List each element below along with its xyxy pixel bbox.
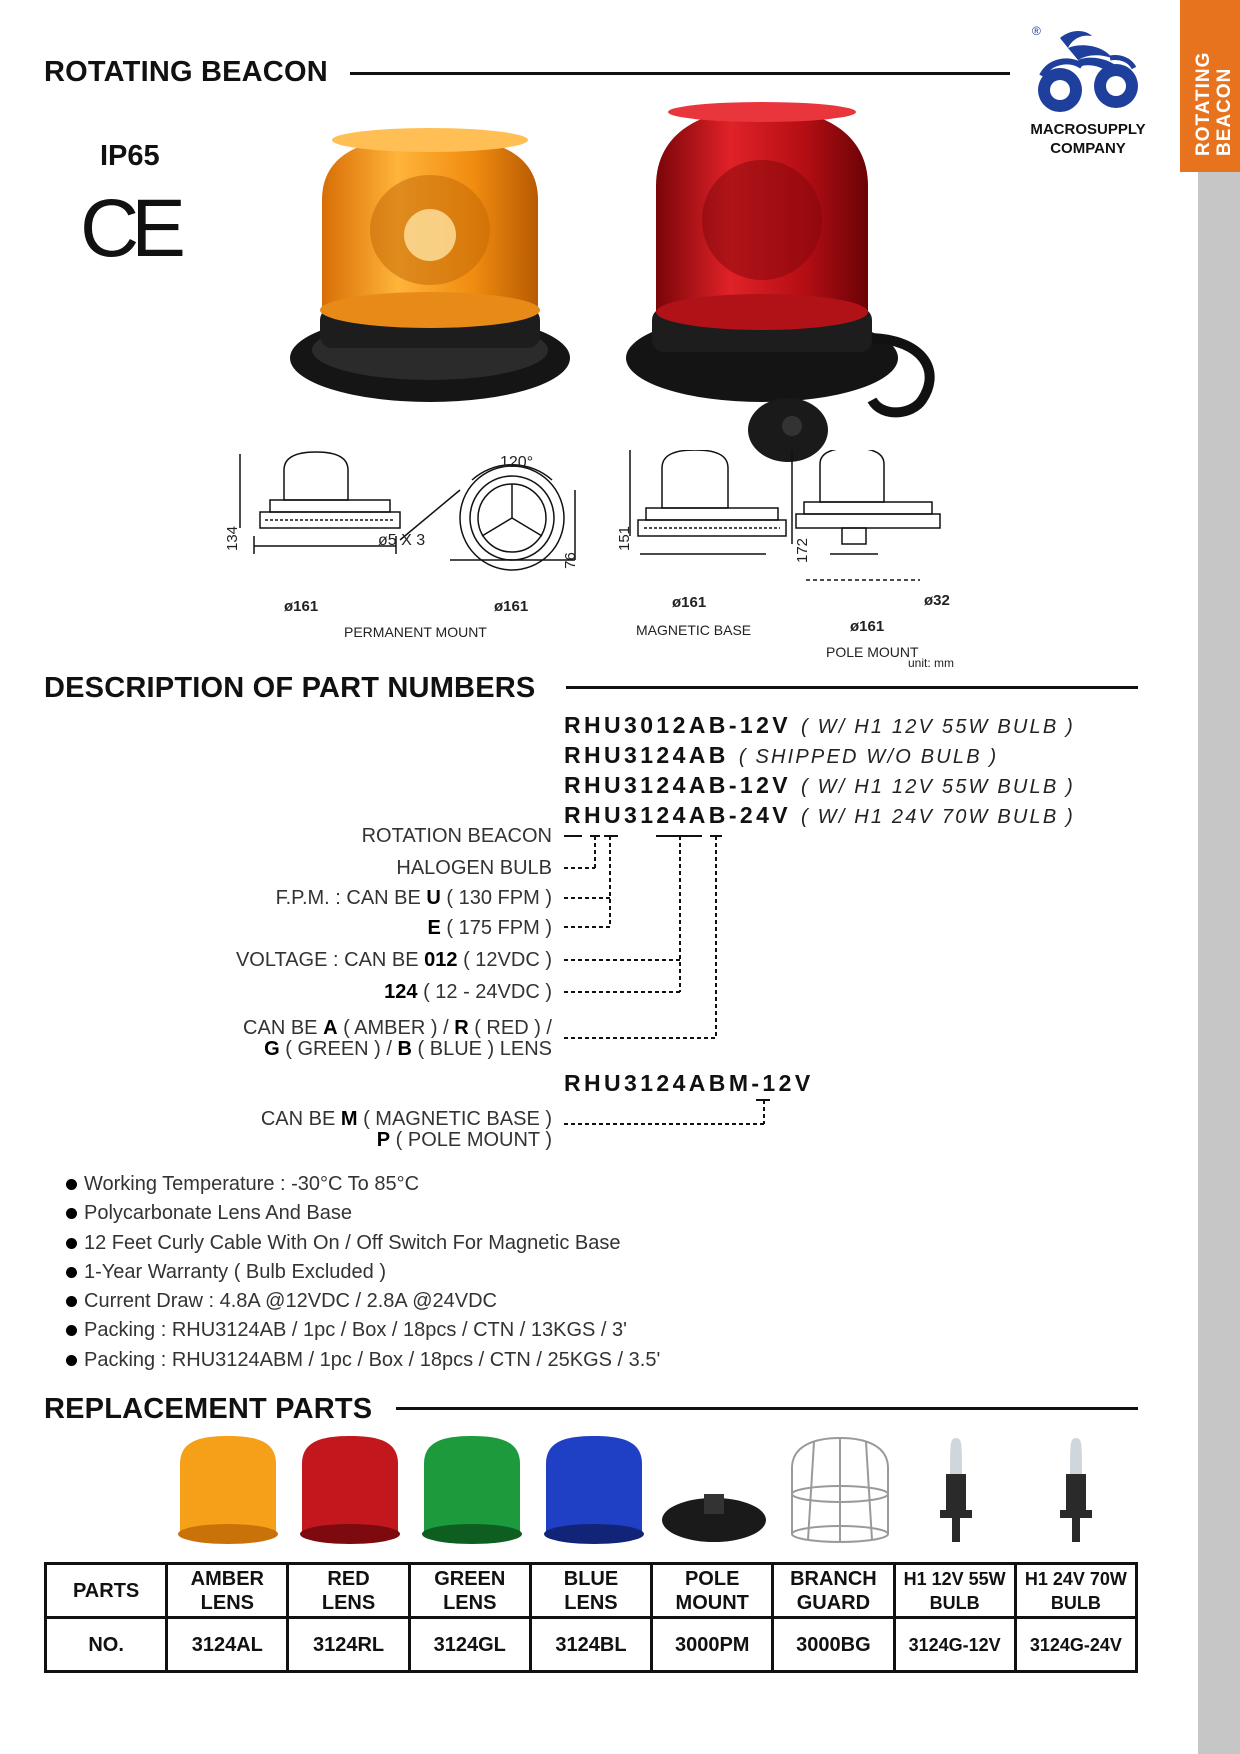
variant-line <box>564 711 1075 741</box>
pole-mount-icon <box>662 1494 766 1542</box>
variant-code: RHU3124AB <box>564 742 729 768</box>
table-cell: NO. <box>46 1618 167 1672</box>
feature-item: Packing : RHU3124ABM / 1pc / Box / 18pcs / CTN / 25KGS / 3.5' <box>62 1346 660 1375</box>
variant-line <box>564 771 1075 801</box>
variant-code: RHU3124AB-12V <box>564 772 791 798</box>
legend-rotation: ROTATION BEACON <box>361 825 552 847</box>
replacement-parts-table <box>44 1562 1138 1673</box>
table-cell: 3124RL <box>288 1618 409 1672</box>
red-lens-icon <box>300 1436 400 1544</box>
magnetic-height-label: 151 <box>616 525 634 552</box>
feature-item: 12 Feet Curly Cable With On / Off Switch For Magnetic Base <box>62 1229 660 1258</box>
angle-label: 120° <box>500 454 534 471</box>
table-header-cell: BRANCH GUARD <box>773 1564 894 1618</box>
variant-code: RHU3012AB-12V <box>564 712 791 738</box>
replacement-parts-photos <box>168 1434 1138 1550</box>
table-header-cell: H1 24V 70W BULB <box>1015 1564 1136 1618</box>
table-cell: 3000BG <box>773 1618 894 1672</box>
registered-mark: ® <box>1032 24 1041 38</box>
replacement-rule <box>396 1407 1138 1410</box>
table-header-cell: POLE MOUNT <box>652 1564 773 1618</box>
amber-beacon-photo <box>280 110 580 420</box>
title-rule <box>350 72 1010 75</box>
table-cell: 3124GL <box>409 1618 530 1672</box>
magnetic-diameter-label: ø161 <box>672 594 707 611</box>
table-cell: 3124AL <box>167 1618 288 1672</box>
cyclist-logo-icon <box>1020 24 1160 120</box>
variant-line <box>564 801 1075 831</box>
variant-note: ( W/ H1 12V 55W BULB ) <box>801 776 1076 798</box>
red-beacon-photo <box>622 100 1002 470</box>
variant-note: ( SHIPPED W/O BULB ) <box>738 746 999 768</box>
side-stripe <box>1198 0 1240 1754</box>
legend-lens-2: G ( GREEN ) / B ( BLUE ) LENS <box>264 1038 552 1060</box>
dim-76-label: 76 <box>561 552 579 569</box>
pole-tube-diameter-label: ø32 <box>924 592 950 609</box>
feature-item: Packing : RHU3124AB / 1pc / Box / 18pcs / CTN / 13KGS / 3' <box>62 1316 660 1345</box>
unit-label: unit: mm <box>908 656 955 670</box>
feature-item: Current Draw : 4.8A @12VDC / 2.8A @24VDC <box>62 1287 660 1316</box>
variant-code: RHU3124AB-24V <box>564 802 791 828</box>
table-cell: 3124BL <box>530 1618 651 1672</box>
legend-voltage-124: 124 ( 12 - 24VDC ) <box>384 981 552 1003</box>
pole-mount-label: POLE MOUNT <box>826 644 919 660</box>
part-numbers-title: DESCRIPTION OF PART NUMBERS <box>44 672 536 704</box>
legend-halogen: HALOGEN BULB <box>396 857 552 879</box>
table-header-cell: BLUE LENS <box>530 1564 651 1618</box>
table-row <box>46 1618 1137 1672</box>
page-title: ROTATING BEACON <box>44 56 328 88</box>
feature-item: Polycarbonate Lens And Base <box>62 1199 660 1228</box>
table-header-cell: PARTS <box>46 1564 167 1618</box>
legend-lens: CAN BE A ( AMBER ) / R ( RED ) / <box>243 1017 552 1039</box>
permanent-diameter-label: ø161 <box>284 598 319 615</box>
replacement-title: REPLACEMENT PARTS <box>44 1393 373 1425</box>
table-header-cell: RED LENS <box>288 1564 409 1618</box>
blue-lens-icon <box>544 1436 644 1544</box>
green-lens-icon <box>422 1436 522 1544</box>
variant-line <box>564 741 998 771</box>
part-number-leader-lines <box>560 830 740 1045</box>
wire-guard-icon <box>792 1438 888 1542</box>
part-numbers-rule <box>566 686 1138 689</box>
legend-fpm-e: E ( 175 FPM ) <box>427 917 552 939</box>
permanent-mount-label: PERMANENT MOUNT <box>344 624 487 640</box>
h1-bulb-icon <box>940 1438 972 1542</box>
ip-rating: IP65 <box>100 140 160 172</box>
feature-item: Working Temperature : -30°C To 85°C <box>62 1170 660 1199</box>
side-tab-label: ROTATING BEACON <box>1193 51 1235 156</box>
top-diameter-label: ø161 <box>494 598 529 615</box>
brand-name: MACROSUPPLY COMPANY <box>1030 121 1146 157</box>
ce-mark: CE <box>80 183 178 274</box>
mount-variant-code: RHU3124ABM-12V <box>564 1070 814 1096</box>
variant-note: ( W/ H1 12V 55W BULB ) <box>801 716 1076 738</box>
pole-diameter-label: ø161 <box>850 618 885 635</box>
table-cell: 3000PM <box>652 1618 773 1672</box>
mount-variant-line <box>564 1069 814 1097</box>
h1-bulb-icon <box>1060 1438 1092 1542</box>
amber-lens-icon <box>178 1436 278 1544</box>
table-header-cell: AMBER LENS <box>167 1564 288 1618</box>
permanent-height-label: 134 <box>224 525 242 552</box>
legend-mount: CAN BE M ( MAGNETIC BASE ) <box>260 1108 552 1130</box>
legend-mount-p: P ( POLE MOUNT ) <box>376 1129 552 1151</box>
variant-note: ( W/ H1 24V 70W BULB ) <box>801 806 1076 828</box>
pole-height-label: 172 <box>794 537 812 564</box>
table-cell: 3124G-12V <box>894 1618 1015 1672</box>
mount-leader-line <box>560 1096 780 1130</box>
table-header-cell: GREEN LENS <box>409 1564 530 1618</box>
table-header-cell: H1 12V 55W BULB <box>894 1564 1015 1618</box>
hole-label: ø5 X 3 <box>378 532 426 549</box>
feature-item: 1-Year Warranty ( Bulb Excluded ) <box>62 1258 660 1287</box>
legend-voltage: VOLTAGE : CAN BE 012 ( 12VDC ) <box>235 949 552 971</box>
legend-fpm: F.P.M. : CAN BE U ( 130 FPM ) <box>275 887 552 909</box>
magnetic-base-label: MAGNETIC BASE <box>636 622 752 638</box>
table-row <box>46 1564 1137 1618</box>
table-cell: 3124G-24V <box>1015 1618 1136 1672</box>
feature-list <box>62 1170 660 1375</box>
